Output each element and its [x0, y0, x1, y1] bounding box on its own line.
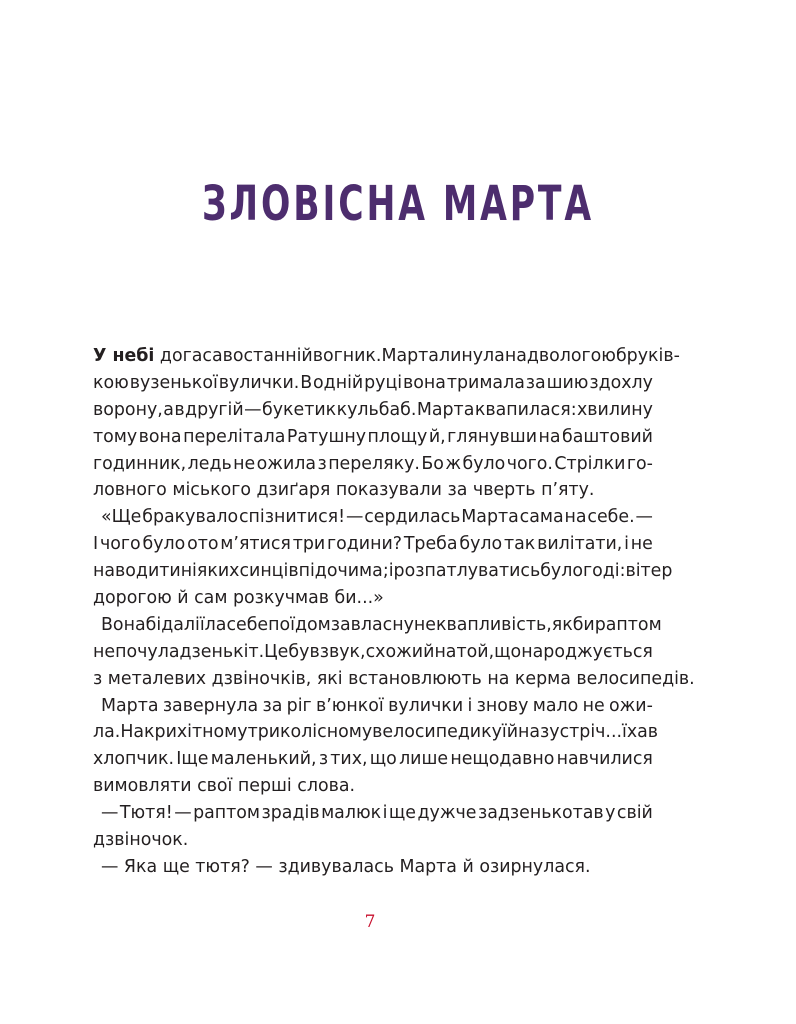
line-text: дзвіночок.	[93, 830, 189, 851]
text-line: тому вона перелітала Ратушну площу й, глянувши на баштовий	[93, 426, 653, 447]
text-line: І чого було ото м’ятися три години? Треба було так вилітати, і не	[93, 534, 653, 555]
text-line	[93, 773, 653, 800]
page-number: 7	[364, 912, 376, 932]
text-line: Марта завернула за ріг в’юнкої вулички і знову мало не ожи-	[101, 695, 653, 716]
chapter-title: ЗЛОВІСНА МАРТА	[201, 176, 595, 232]
text-line: ворону, а в другій — букетик кульбаб. Марта квапилася: хвилину	[93, 399, 653, 420]
text-line	[93, 666, 695, 693]
text-line: — Тютя! — раптом зрадів малюк і ще дужче задзенькотав у свій	[101, 803, 653, 824]
lead-in-bold: У небі	[93, 346, 155, 366]
text-line	[93, 854, 653, 881]
text-line	[93, 827, 653, 854]
line-text: — Яка ще тютя? — здивувалась Марта й озирнулася.	[101, 856, 591, 877]
text-line: хлопчик. Іще маленький, з тих, що лише нещодавно навчилися	[93, 749, 653, 770]
text-line: «Ще бракувало спізнитися! — сердилась Марта сама на себе. —	[101, 507, 653, 528]
text-line: Вона б і далі їла себе поїдом за власну неквапливість, якби раптом	[101, 614, 662, 635]
text-line: наводити ніяких синців під очима; і розпатлуватись було годі: вітер	[93, 561, 673, 582]
line-text: дорогою й сам розкучмав би...»	[93, 588, 384, 609]
text-line: не почула дзенькіт. Це був звук, схожий на той, що народжується	[93, 641, 653, 662]
text-line	[93, 585, 653, 612]
text-line: У небі догасав останній вогник. Марта линула над вологою бруків-	[93, 346, 680, 366]
text-line: кою вузенької вулички. В одній руці вона тримала за шию здохлу	[93, 372, 653, 393]
line-text: вимовляти свої перші слова.	[93, 776, 356, 797]
body-text	[93, 343, 695, 881]
text-line: годинник, ледь не ожила з переляку. Бо ж було чого. Стрілки го-	[93, 453, 653, 474]
line-text: ловного міського дзиґаря показували за чверть п’яту.	[93, 480, 595, 501]
line-text: з металевих дзвіночків, які встановлюють на керма велосипедів.	[93, 668, 695, 689]
text-line	[93, 477, 653, 504]
text-line: ла. На крихітному триколісному велосипедику їй назустріч... їхав	[93, 722, 659, 743]
